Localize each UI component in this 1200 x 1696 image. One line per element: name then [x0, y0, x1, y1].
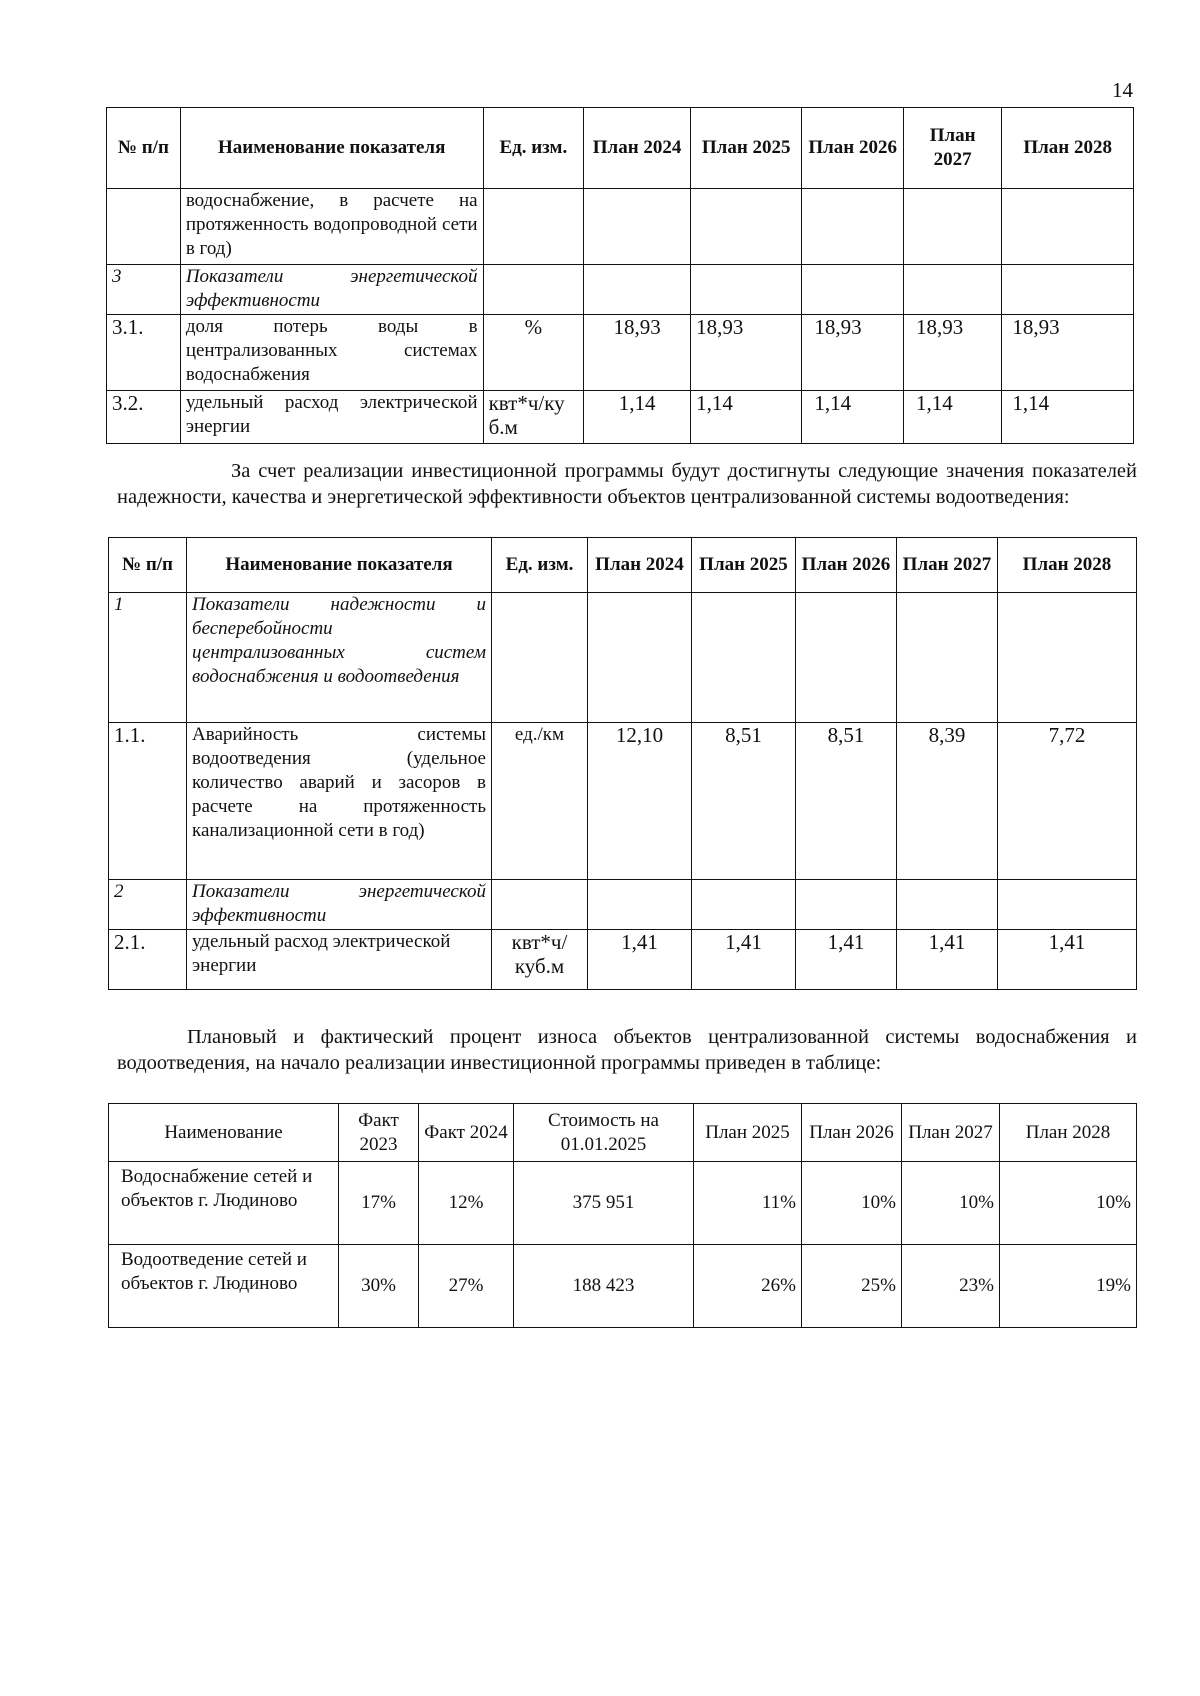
row-unit: [492, 593, 588, 723]
row-value: [692, 593, 796, 723]
row-unit: [492, 880, 588, 930]
header-name: Наименование: [109, 1104, 339, 1162]
header-plan-2026: План 2026: [802, 1104, 902, 1162]
row-value: [584, 189, 691, 265]
table-row: [107, 265, 1134, 315]
row-value: 1,41: [897, 930, 998, 990]
paragraph-wear-intro: Плановый и фактический процент износа объектов централизованной системы водоснабжения и водоотведения, на начало реализации инвестиционной программы приведен в таблице:: [117, 1026, 1137, 1074]
header-fact-2023: Факт 2023: [339, 1104, 419, 1162]
table-row: [109, 930, 1137, 990]
header-name: Наименование показателя: [180, 108, 483, 189]
row-value: 10%: [902, 1162, 1000, 1245]
table-row: [107, 189, 1134, 265]
row-name: Показатели энергетической эффективности: [180, 265, 483, 315]
row-value: [588, 593, 692, 723]
header-plan-2026: План 2026: [802, 108, 904, 189]
row-name: удельный расход электрической энергии: [180, 391, 483, 444]
table-row: [109, 1162, 1137, 1245]
row-value: 18,93: [903, 315, 1001, 391]
table-row: [109, 1245, 1137, 1328]
row-value: 23%: [902, 1245, 1000, 1328]
header-num: № п/п: [107, 108, 181, 189]
row-value: 1,14: [903, 391, 1001, 444]
row-unit: [483, 265, 584, 315]
row-name: доля потерь воды в централизованных системах водоснабжения: [180, 315, 483, 391]
row-value: [691, 265, 802, 315]
paragraph-wastewater-intro: За счет реализации инвестиционной программы будут достигнуты следующие значения показателей надежности, качества и энергетической эффективности объектов централизованной системы водоотведения:: [117, 460, 1137, 508]
row-value: [802, 265, 904, 315]
header-plan-2025: План 2025: [691, 108, 802, 189]
row-num: [107, 189, 181, 265]
row-name: Водоснабжение сетей и объектов г. Людиново: [109, 1162, 339, 1245]
row-value: [998, 593, 1137, 723]
row-value: [897, 593, 998, 723]
header-plan-2027: План 2027: [903, 108, 1001, 189]
row-value: 25%: [802, 1245, 902, 1328]
header-fact-2024: Факт 2024: [419, 1104, 514, 1162]
row-value: [998, 880, 1137, 930]
row-value: 26%: [694, 1245, 802, 1328]
row-num: 2.1.: [109, 930, 187, 990]
water-supply-indicators-table: [106, 107, 1134, 444]
header-plan-2027: План 2027: [902, 1104, 1000, 1162]
header-plan-2026: План 2026: [796, 538, 897, 593]
table-header-row: [107, 108, 1134, 189]
row-value: 1,14: [1002, 391, 1134, 444]
row-value: 7,72: [998, 723, 1137, 880]
row-value: [691, 189, 802, 265]
row-num: 2: [109, 880, 187, 930]
row-unit: ед./км: [492, 723, 588, 880]
wastewater-indicators-table: [108, 537, 1137, 990]
row-value: 1,41: [692, 930, 796, 990]
row-name: водоснабжение, в расчете на протяженность водопроводной сети в год): [180, 189, 483, 265]
row-value: [1002, 265, 1134, 315]
row-value: 1,41: [796, 930, 897, 990]
page-number: 14: [1112, 78, 1133, 102]
table-row: [109, 593, 1137, 723]
row-value: 8,51: [692, 723, 796, 880]
row-num: 3.2.: [107, 391, 181, 444]
row-value: 10%: [802, 1162, 902, 1245]
header-plan-2025: План 2025: [692, 538, 796, 593]
row-value: 8,51: [796, 723, 897, 880]
table-header-row: [109, 538, 1137, 593]
row-unit: %: [483, 315, 584, 391]
row-value: [588, 880, 692, 930]
row-name: Показатели надежности и бесперебойности централизованных систем водоснабжения и водоотведения: [187, 593, 492, 723]
row-value: 18,93: [1002, 315, 1134, 391]
row-value: [903, 189, 1001, 265]
header-plan-2028: План 2028: [1002, 108, 1134, 189]
header-plan-2025: План 2025: [694, 1104, 802, 1162]
row-value: [897, 880, 998, 930]
row-unit: [483, 189, 584, 265]
header-plan-2028: План 2028: [998, 538, 1137, 593]
row-value: [903, 265, 1001, 315]
row-name: Показатели энергетической эффективности: [187, 880, 492, 930]
row-num: 3.1.: [107, 315, 181, 391]
row-value: 18,93: [584, 315, 691, 391]
table-row: [107, 315, 1134, 391]
row-value: 8,39: [897, 723, 998, 880]
row-value: 12%: [419, 1162, 514, 1245]
row-value: 10%: [1000, 1162, 1137, 1245]
header-name: Наименование показателя: [187, 538, 492, 593]
row-value: 17%: [339, 1162, 419, 1245]
row-value: 188 423: [514, 1245, 694, 1328]
row-value: 12,10: [588, 723, 692, 880]
row-value: [584, 265, 691, 315]
header-unit: Ед. изм.: [483, 108, 584, 189]
row-value: 375 951: [514, 1162, 694, 1245]
row-unit: квт*ч/куб.м: [492, 930, 588, 990]
row-name: удельный расход электрической энергии: [187, 930, 492, 990]
header-plan-2024: План 2024: [584, 108, 691, 189]
row-value: [796, 593, 897, 723]
header-plan-2024: План 2024: [588, 538, 692, 593]
header-plan-2028: План 2028: [1000, 1104, 1137, 1162]
row-value: 18,93: [691, 315, 802, 391]
header-unit: Ед. изм.: [492, 538, 588, 593]
row-num: 1: [109, 593, 187, 723]
table-header-row: [109, 1104, 1137, 1162]
row-value: [796, 880, 897, 930]
header-plan-2027: План 2027: [897, 538, 998, 593]
row-value: 1,41: [588, 930, 692, 990]
table-row: [107, 391, 1134, 444]
row-name: Аварийность системы водоотведения (удельное количество аварий и засоров в расчете на протяженность канализационной сети в год): [187, 723, 492, 880]
row-value: 19%: [1000, 1245, 1137, 1328]
row-value: 1,14: [691, 391, 802, 444]
table-row: [109, 880, 1137, 930]
row-value: 30%: [339, 1245, 419, 1328]
row-num: 1.1.: [109, 723, 187, 880]
row-name: Водоотведение сетей и объектов г. Людиново: [109, 1245, 339, 1328]
row-unit: квт*ч/куб.м: [483, 391, 584, 444]
wear-percentage-table: [108, 1103, 1137, 1328]
row-value: 27%: [419, 1245, 514, 1328]
row-value: [1002, 189, 1134, 265]
header-cost: Стоимость на 01.01.2025: [514, 1104, 694, 1162]
row-num: 3: [107, 265, 181, 315]
row-value: [802, 189, 904, 265]
row-value: 11%: [694, 1162, 802, 1245]
row-value: 1,14: [584, 391, 691, 444]
header-num: № п/п: [109, 538, 187, 593]
row-value: [692, 880, 796, 930]
row-value: 1,14: [802, 391, 904, 444]
row-value: 18,93: [802, 315, 904, 391]
table-row: [109, 723, 1137, 880]
row-value: 1,41: [998, 930, 1137, 990]
